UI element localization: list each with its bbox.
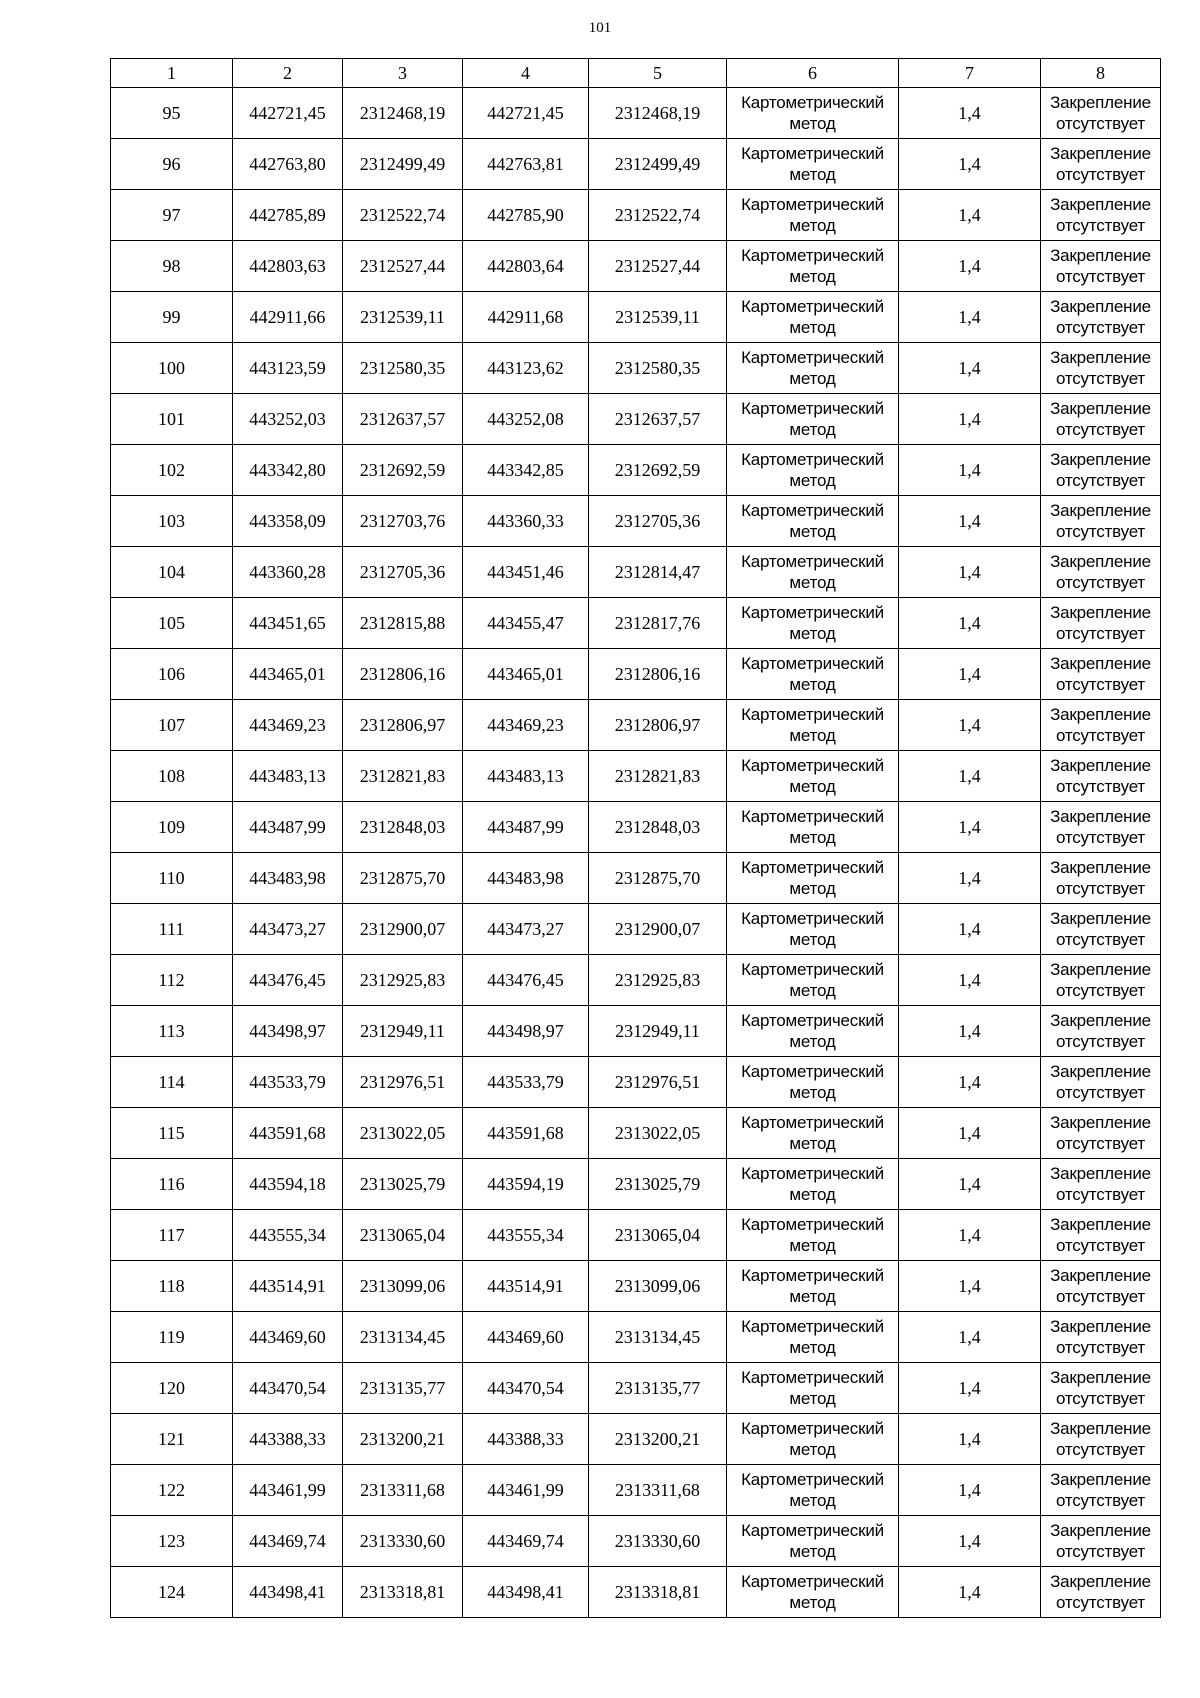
table-row (111, 1057, 1161, 1108)
y-old-cell: 2312815,88 (343, 598, 463, 649)
point-number-cell: 123 (111, 1516, 233, 1567)
accuracy-cell: 1,4 (899, 1261, 1041, 1312)
x-old-cell: 443533,79 (233, 1057, 343, 1108)
method-cell: Картометрический метод (727, 853, 899, 904)
y-new-cell: 2312976,51 (589, 1057, 727, 1108)
y-old-cell: 2313311,68 (343, 1465, 463, 1516)
marking-cell: Закрепление отсутствует (1041, 1210, 1161, 1261)
method-cell: Картометрический метод (727, 1108, 899, 1159)
x-old-cell: 443483,98 (233, 853, 343, 904)
accuracy-cell: 1,4 (899, 394, 1041, 445)
y-old-cell: 2312900,07 (343, 904, 463, 955)
y-new-cell: 2312468,19 (589, 88, 727, 139)
x-new-cell: 443498,41 (463, 1567, 589, 1618)
marking-cell: Закрепление отсутствует (1041, 241, 1161, 292)
y-old-cell: 2312468,19 (343, 88, 463, 139)
x-old-cell: 443498,97 (233, 1006, 343, 1057)
accuracy-cell: 1,4 (899, 1567, 1041, 1618)
column-header-4: 4 (463, 59, 589, 88)
method-cell: Картометрический метод (727, 445, 899, 496)
y-new-cell: 2312692,59 (589, 445, 727, 496)
method-cell: Картометрический метод (727, 1210, 899, 1261)
accuracy-cell: 1,4 (899, 1159, 1041, 1210)
x-old-cell: 443470,54 (233, 1363, 343, 1414)
marking-cell: Закрепление отсутствует (1041, 292, 1161, 343)
column-header-2: 2 (233, 59, 343, 88)
table-row (111, 649, 1161, 700)
marking-cell: Закрепление отсутствует (1041, 1261, 1161, 1312)
x-old-cell: 443476,45 (233, 955, 343, 1006)
table-row (111, 343, 1161, 394)
marking-cell: Закрепление отсутствует (1041, 445, 1161, 496)
marking-cell: Закрепление отсутствует (1041, 1567, 1161, 1618)
point-number-cell: 104 (111, 547, 233, 598)
y-old-cell: 2313330,60 (343, 1516, 463, 1567)
x-old-cell: 442785,89 (233, 190, 343, 241)
y-old-cell: 2312539,11 (343, 292, 463, 343)
x-old-cell: 443514,91 (233, 1261, 343, 1312)
y-new-cell: 2312817,76 (589, 598, 727, 649)
marking-cell: Закрепление отсутствует (1041, 394, 1161, 445)
accuracy-cell: 1,4 (899, 802, 1041, 853)
y-old-cell: 2312692,59 (343, 445, 463, 496)
x-new-cell: 443591,68 (463, 1108, 589, 1159)
method-cell: Картометрический метод (727, 649, 899, 700)
table-row (111, 394, 1161, 445)
y-old-cell: 2312806,97 (343, 700, 463, 751)
y-new-cell: 2312522,74 (589, 190, 727, 241)
column-header-5: 5 (589, 59, 727, 88)
x-new-cell: 443514,91 (463, 1261, 589, 1312)
x-old-cell: 443388,33 (233, 1414, 343, 1465)
accuracy-cell: 1,4 (899, 700, 1041, 751)
point-number-cell: 122 (111, 1465, 233, 1516)
point-number-cell: 106 (111, 649, 233, 700)
x-new-cell: 443123,62 (463, 343, 589, 394)
y-new-cell: 2312527,44 (589, 241, 727, 292)
column-header-7: 7 (899, 59, 1041, 88)
accuracy-cell: 1,4 (899, 1210, 1041, 1261)
y-new-cell: 2313065,04 (589, 1210, 727, 1261)
point-number-cell: 103 (111, 496, 233, 547)
x-new-cell: 443252,08 (463, 394, 589, 445)
method-cell: Картометрический метод (727, 496, 899, 547)
y-new-cell: 2313318,81 (589, 1567, 727, 1618)
y-old-cell: 2312949,11 (343, 1006, 463, 1057)
accuracy-cell: 1,4 (899, 1414, 1041, 1465)
accuracy-cell: 1,4 (899, 1312, 1041, 1363)
method-cell: Картометрический метод (727, 904, 899, 955)
marking-cell: Закрепление отсутствует (1041, 598, 1161, 649)
coordinates-table (110, 58, 1161, 1618)
marking-cell: Закрепление отсутствует (1041, 700, 1161, 751)
table-row (111, 445, 1161, 496)
point-number-cell: 112 (111, 955, 233, 1006)
method-cell: Картометрический метод (727, 598, 899, 649)
table-row (111, 496, 1161, 547)
table-row (111, 1261, 1161, 1312)
marking-cell: Закрепление отсутствует (1041, 1363, 1161, 1414)
y-old-cell: 2312976,51 (343, 1057, 463, 1108)
marking-cell: Закрепление отсутствует (1041, 496, 1161, 547)
x-old-cell: 443483,13 (233, 751, 343, 802)
method-cell: Картометрический метод (727, 1159, 899, 1210)
x-new-cell: 443483,98 (463, 853, 589, 904)
x-old-cell: 442803,63 (233, 241, 343, 292)
y-new-cell: 2312875,70 (589, 853, 727, 904)
method-cell: Картометрический метод (727, 292, 899, 343)
x-new-cell: 443469,60 (463, 1312, 589, 1363)
x-new-cell: 443476,45 (463, 955, 589, 1006)
y-new-cell: 2312814,47 (589, 547, 727, 598)
marking-cell: Закрепление отсутствует (1041, 1057, 1161, 1108)
x-new-cell: 443469,23 (463, 700, 589, 751)
method-cell: Картометрический метод (727, 1414, 899, 1465)
page-number: 101 (588, 20, 612, 36)
x-new-cell: 442911,68 (463, 292, 589, 343)
y-old-cell: 2312580,35 (343, 343, 463, 394)
accuracy-cell: 1,4 (899, 445, 1041, 496)
point-number-cell: 98 (111, 241, 233, 292)
table-row (111, 751, 1161, 802)
point-number-cell: 108 (111, 751, 233, 802)
x-old-cell: 443342,80 (233, 445, 343, 496)
marking-cell: Закрепление отсутствует (1041, 190, 1161, 241)
x-old-cell: 443465,01 (233, 649, 343, 700)
table-row (111, 1516, 1161, 1567)
table-body (111, 88, 1161, 1618)
table-row (111, 802, 1161, 853)
y-new-cell: 2312580,35 (589, 343, 727, 394)
table-row (111, 139, 1161, 190)
marking-cell: Закрепление отсутствует (1041, 1312, 1161, 1363)
accuracy-cell: 1,4 (899, 547, 1041, 598)
y-new-cell: 2312806,16 (589, 649, 727, 700)
table-row (111, 1006, 1161, 1057)
marking-cell: Закрепление отсутствует (1041, 139, 1161, 190)
point-number-cell: 96 (111, 139, 233, 190)
table-row (111, 1108, 1161, 1159)
point-number-cell: 102 (111, 445, 233, 496)
column-header-3: 3 (343, 59, 463, 88)
method-cell: Картометрический метод (727, 394, 899, 445)
point-number-cell: 109 (111, 802, 233, 853)
point-number-cell: 117 (111, 1210, 233, 1261)
x-old-cell: 443487,99 (233, 802, 343, 853)
x-new-cell: 443487,99 (463, 802, 589, 853)
table-row (111, 904, 1161, 955)
point-number-cell: 119 (111, 1312, 233, 1363)
y-new-cell: 2312499,49 (589, 139, 727, 190)
method-cell: Картометрический метод (727, 802, 899, 853)
point-number-cell: 111 (111, 904, 233, 955)
y-old-cell: 2313200,21 (343, 1414, 463, 1465)
method-cell: Картометрический метод (727, 190, 899, 241)
y-old-cell: 2312637,57 (343, 394, 463, 445)
x-new-cell: 442763,81 (463, 139, 589, 190)
method-cell: Картометрический метод (727, 700, 899, 751)
x-new-cell: 443461,99 (463, 1465, 589, 1516)
accuracy-cell: 1,4 (899, 955, 1041, 1006)
point-number-cell: 107 (111, 700, 233, 751)
marking-cell: Закрепление отсутствует (1041, 1465, 1161, 1516)
method-cell: Картометрический метод (727, 547, 899, 598)
y-new-cell: 2312900,07 (589, 904, 727, 955)
table-row (111, 241, 1161, 292)
y-old-cell: 2312821,83 (343, 751, 463, 802)
accuracy-cell: 1,4 (899, 649, 1041, 700)
method-cell: Картометрический метод (727, 955, 899, 1006)
accuracy-cell: 1,4 (899, 598, 1041, 649)
method-cell: Картометрический метод (727, 1057, 899, 1108)
point-number-cell: 113 (111, 1006, 233, 1057)
accuracy-cell: 1,4 (899, 1465, 1041, 1516)
accuracy-cell: 1,4 (899, 496, 1041, 547)
x-old-cell: 442721,45 (233, 88, 343, 139)
point-number-cell: 115 (111, 1108, 233, 1159)
y-new-cell: 2312848,03 (589, 802, 727, 853)
method-cell: Картометрический метод (727, 343, 899, 394)
table-row (111, 547, 1161, 598)
table-row (111, 1210, 1161, 1261)
method-cell: Картометрический метод (727, 241, 899, 292)
method-cell: Картометрический метод (727, 88, 899, 139)
x-old-cell: 443123,59 (233, 343, 343, 394)
x-old-cell: 443252,03 (233, 394, 343, 445)
point-number-cell: 118 (111, 1261, 233, 1312)
x-old-cell: 443498,41 (233, 1567, 343, 1618)
x-old-cell: 443451,65 (233, 598, 343, 649)
y-old-cell: 2312527,44 (343, 241, 463, 292)
y-old-cell: 2312806,16 (343, 649, 463, 700)
x-new-cell: 443594,19 (463, 1159, 589, 1210)
table-row (111, 598, 1161, 649)
table-row (111, 1465, 1161, 1516)
table-row (111, 1363, 1161, 1414)
x-new-cell: 443455,47 (463, 598, 589, 649)
x-old-cell: 443473,27 (233, 904, 343, 955)
method-cell: Картометрический метод (727, 1312, 899, 1363)
table-row (111, 1567, 1161, 1618)
point-number-cell: 105 (111, 598, 233, 649)
point-number-cell: 99 (111, 292, 233, 343)
table-row (111, 700, 1161, 751)
accuracy-cell: 1,4 (899, 190, 1041, 241)
marking-cell: Закрепление отсутствует (1041, 88, 1161, 139)
x-new-cell: 443533,79 (463, 1057, 589, 1108)
table-row (111, 955, 1161, 1006)
y-old-cell: 2313065,04 (343, 1210, 463, 1261)
x-old-cell: 442763,80 (233, 139, 343, 190)
y-old-cell: 2312499,49 (343, 139, 463, 190)
y-old-cell: 2313135,77 (343, 1363, 463, 1414)
point-number-cell: 114 (111, 1057, 233, 1108)
y-new-cell: 2312705,36 (589, 496, 727, 547)
method-cell: Картометрический метод (727, 139, 899, 190)
column-header-6: 6 (727, 59, 899, 88)
marking-cell: Закрепление отсутствует (1041, 1006, 1161, 1057)
x-new-cell: 443470,54 (463, 1363, 589, 1414)
column-header-1: 1 (111, 59, 233, 88)
y-new-cell: 2312806,97 (589, 700, 727, 751)
y-new-cell: 2313025,79 (589, 1159, 727, 1210)
y-new-cell: 2312539,11 (589, 292, 727, 343)
x-new-cell: 443342,85 (463, 445, 589, 496)
y-new-cell: 2312637,57 (589, 394, 727, 445)
column-header-8: 8 (1041, 59, 1161, 88)
point-number-cell: 121 (111, 1414, 233, 1465)
accuracy-cell: 1,4 (899, 88, 1041, 139)
accuracy-cell: 1,4 (899, 292, 1041, 343)
x-new-cell: 443360,33 (463, 496, 589, 547)
accuracy-cell: 1,4 (899, 343, 1041, 394)
marking-cell: Закрепление отсутствует (1041, 802, 1161, 853)
y-old-cell: 2313318,81 (343, 1567, 463, 1618)
table-row (111, 853, 1161, 904)
marking-cell: Закрепление отсутствует (1041, 904, 1161, 955)
accuracy-cell: 1,4 (899, 1057, 1041, 1108)
y-new-cell: 2313134,45 (589, 1312, 727, 1363)
y-new-cell: 2312949,11 (589, 1006, 727, 1057)
accuracy-cell: 1,4 (899, 1108, 1041, 1159)
accuracy-cell: 1,4 (899, 751, 1041, 802)
marking-cell: Закрепление отсутствует (1041, 649, 1161, 700)
method-cell: Картометрический метод (727, 1363, 899, 1414)
accuracy-cell: 1,4 (899, 904, 1041, 955)
point-number-cell: 101 (111, 394, 233, 445)
y-old-cell: 2312875,70 (343, 853, 463, 904)
point-number-cell: 95 (111, 88, 233, 139)
method-cell: Картометрический метод (727, 1465, 899, 1516)
marking-cell: Закрепление отсутствует (1041, 1108, 1161, 1159)
marking-cell: Закрепление отсутствует (1041, 1516, 1161, 1567)
x-new-cell: 443388,33 (463, 1414, 589, 1465)
y-new-cell: 2313022,05 (589, 1108, 727, 1159)
x-old-cell: 443591,68 (233, 1108, 343, 1159)
x-new-cell: 442785,90 (463, 190, 589, 241)
table-row (111, 1414, 1161, 1465)
point-number-cell: 120 (111, 1363, 233, 1414)
point-number-cell: 110 (111, 853, 233, 904)
x-new-cell: 442803,64 (463, 241, 589, 292)
x-new-cell: 443451,46 (463, 547, 589, 598)
accuracy-cell: 1,4 (899, 853, 1041, 904)
marking-cell: Закрепление отсутствует (1041, 751, 1161, 802)
accuracy-cell: 1,4 (899, 241, 1041, 292)
x-new-cell: 443555,34 (463, 1210, 589, 1261)
method-cell: Картометрический метод (727, 751, 899, 802)
point-number-cell: 100 (111, 343, 233, 394)
marking-cell: Закрепление отсутствует (1041, 853, 1161, 904)
accuracy-cell: 1,4 (899, 1006, 1041, 1057)
method-cell: Картометрический метод (727, 1567, 899, 1618)
marking-cell: Закрепление отсутствует (1041, 1159, 1161, 1210)
x-new-cell: 443465,01 (463, 649, 589, 700)
y-old-cell: 2312522,74 (343, 190, 463, 241)
marking-cell: Закрепление отсутствует (1041, 547, 1161, 598)
method-cell: Картометрический метод (727, 1516, 899, 1567)
y-old-cell: 2312703,76 (343, 496, 463, 547)
x-new-cell: 443469,74 (463, 1516, 589, 1567)
header-row (111, 59, 1161, 88)
y-new-cell: 2313311,68 (589, 1465, 727, 1516)
x-old-cell: 443594,18 (233, 1159, 343, 1210)
accuracy-cell: 1,4 (899, 139, 1041, 190)
x-old-cell: 443461,99 (233, 1465, 343, 1516)
y-old-cell: 2313025,79 (343, 1159, 463, 1210)
table-row (111, 190, 1161, 241)
table-row (111, 292, 1161, 343)
marking-cell: Закрепление отсутствует (1041, 343, 1161, 394)
table-row (111, 88, 1161, 139)
x-old-cell: 443469,23 (233, 700, 343, 751)
x-new-cell: 442721,45 (463, 88, 589, 139)
x-new-cell: 443483,13 (463, 751, 589, 802)
y-new-cell: 2312821,83 (589, 751, 727, 802)
accuracy-cell: 1,4 (899, 1516, 1041, 1567)
y-old-cell: 2313134,45 (343, 1312, 463, 1363)
x-old-cell: 443358,09 (233, 496, 343, 547)
marking-cell: Закрепление отсутствует (1041, 955, 1161, 1006)
method-cell: Картометрический метод (727, 1261, 899, 1312)
point-number-cell: 97 (111, 190, 233, 241)
point-number-cell: 124 (111, 1567, 233, 1618)
y-old-cell: 2312925,83 (343, 955, 463, 1006)
y-new-cell: 2312925,83 (589, 955, 727, 1006)
x-new-cell: 443473,27 (463, 904, 589, 955)
y-new-cell: 2313330,60 (589, 1516, 727, 1567)
table-row (111, 1312, 1161, 1363)
x-old-cell: 443469,74 (233, 1516, 343, 1567)
method-cell: Картометрический метод (727, 1006, 899, 1057)
x-old-cell: 443360,28 (233, 547, 343, 598)
x-old-cell: 442911,66 (233, 292, 343, 343)
y-old-cell: 2313099,06 (343, 1261, 463, 1312)
x-new-cell: 443498,97 (463, 1006, 589, 1057)
table-row (111, 1159, 1161, 1210)
y-old-cell: 2313022,05 (343, 1108, 463, 1159)
x-old-cell: 443555,34 (233, 1210, 343, 1261)
x-old-cell: 443469,60 (233, 1312, 343, 1363)
marking-cell: Закрепление отсутствует (1041, 1414, 1161, 1465)
y-old-cell: 2312705,36 (343, 547, 463, 598)
point-number-cell: 116 (111, 1159, 233, 1210)
y-new-cell: 2313099,06 (589, 1261, 727, 1312)
accuracy-cell: 1,4 (899, 1363, 1041, 1414)
y-old-cell: 2312848,03 (343, 802, 463, 853)
y-new-cell: 2313200,21 (589, 1414, 727, 1465)
y-new-cell: 2313135,77 (589, 1363, 727, 1414)
